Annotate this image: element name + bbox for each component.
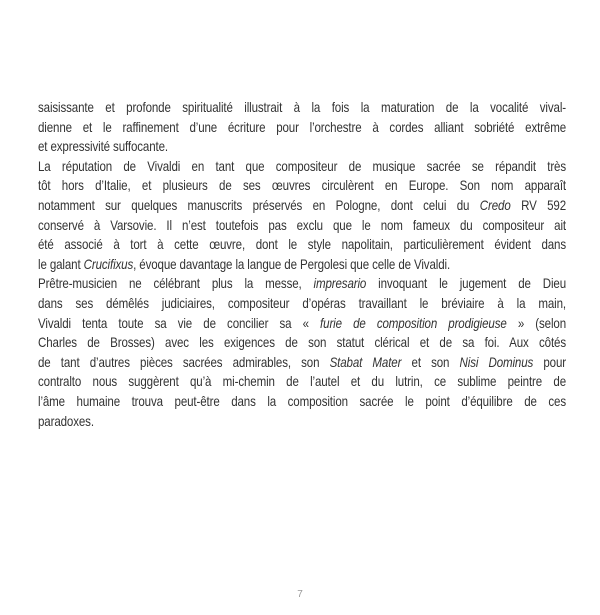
text-segment: pour xyxy=(533,353,566,370)
text-segment: l’âme humaine trouva peut-être dans la composition sacrée le point d’équilibre de ces xyxy=(38,392,566,409)
text-segment: Prêtre-musicien ne célébrant plus la messe, xyxy=(38,275,314,292)
text-line xyxy=(38,196,566,216)
text-line xyxy=(38,235,566,255)
text-segment: dienne et le raffinement d’une écriture pour l’orchestre à cordes alliant sobriété extrême xyxy=(38,118,566,135)
text-line xyxy=(38,176,566,196)
text-segment: dans ses démêlés judiciaires, compositeur d’opéras travaillant le bréviaire à la main, xyxy=(38,294,566,311)
italic-text-segment: furie de composition prodigieuse xyxy=(320,314,507,331)
text-segment: RV 592 xyxy=(510,196,566,213)
text-segment: saisissante et profonde spiritualité illustrait à la fois la maturation de la vocalité vival- xyxy=(38,99,566,115)
text-segment: Vivaldi tenta toute sa vie de concilier sa « xyxy=(38,314,321,331)
text-line xyxy=(38,353,566,373)
text-segment: » (selon xyxy=(506,314,566,331)
text-line xyxy=(38,314,566,334)
text-segment: de tant d’autres pièces sacrées admirables, son xyxy=(38,353,330,370)
text-segment: le galant xyxy=(38,255,84,272)
text-line xyxy=(38,255,566,275)
text-segment: contralto nous suggèrent qu’à mi-chemin de l’autel et du lutrin, ce sublime peintre de xyxy=(38,373,566,390)
italic-text-segment: Credo xyxy=(479,196,511,213)
text-segment: et son xyxy=(401,353,460,370)
text-segment: La réputation de Vivaldi en tant que compositeur de musique sacrée se répandit très xyxy=(38,157,566,174)
text-line xyxy=(38,294,566,314)
italic-text-segment: Crucifixus xyxy=(83,255,134,272)
text-segment: paradoxes. xyxy=(38,412,94,429)
body-text xyxy=(38,98,566,431)
text-line xyxy=(38,412,566,432)
text-line xyxy=(38,118,566,138)
text-line xyxy=(38,333,566,353)
text-segment: tôt hors d’Italie, et plusieurs de ses œuvres circulèrent en Europe. Son nom apparaît xyxy=(38,177,566,194)
text-line xyxy=(38,137,566,157)
text-line xyxy=(38,157,566,177)
text-line xyxy=(38,216,566,236)
text-segment: notamment sur quelques manuscrits préservés en Pologne, dont celui du xyxy=(38,196,480,213)
italic-text-segment: Nisi Dominus xyxy=(459,353,534,370)
text-line xyxy=(38,392,566,412)
text-segment: et expressivité suffocante. xyxy=(38,138,168,155)
text-line xyxy=(38,274,566,294)
text-segment: Charles de Brosses) avec les exigences de son statut clérical et de sa foi. Aux côtés xyxy=(38,334,566,351)
italic-text-segment: Stabat Mater xyxy=(329,353,402,370)
text-line xyxy=(38,372,566,392)
text-segment: invoquant le jugement de Dieu xyxy=(366,275,566,292)
text-segment: conservé à Varsovie. Il n’est toutefois pas exclu que le nom fameux du compositeur ait xyxy=(38,216,566,233)
text-segment: , évoque davantage la langue de Pergolesi que celle de Vivaldi. xyxy=(133,255,451,272)
text-segment: été associé à tort à cette œuvre, dont le style napolitain, particulièrement évident dans xyxy=(38,236,566,253)
page-number: 7 xyxy=(297,589,303,600)
italic-text-segment: impresario xyxy=(313,275,367,292)
text-line xyxy=(38,98,566,118)
